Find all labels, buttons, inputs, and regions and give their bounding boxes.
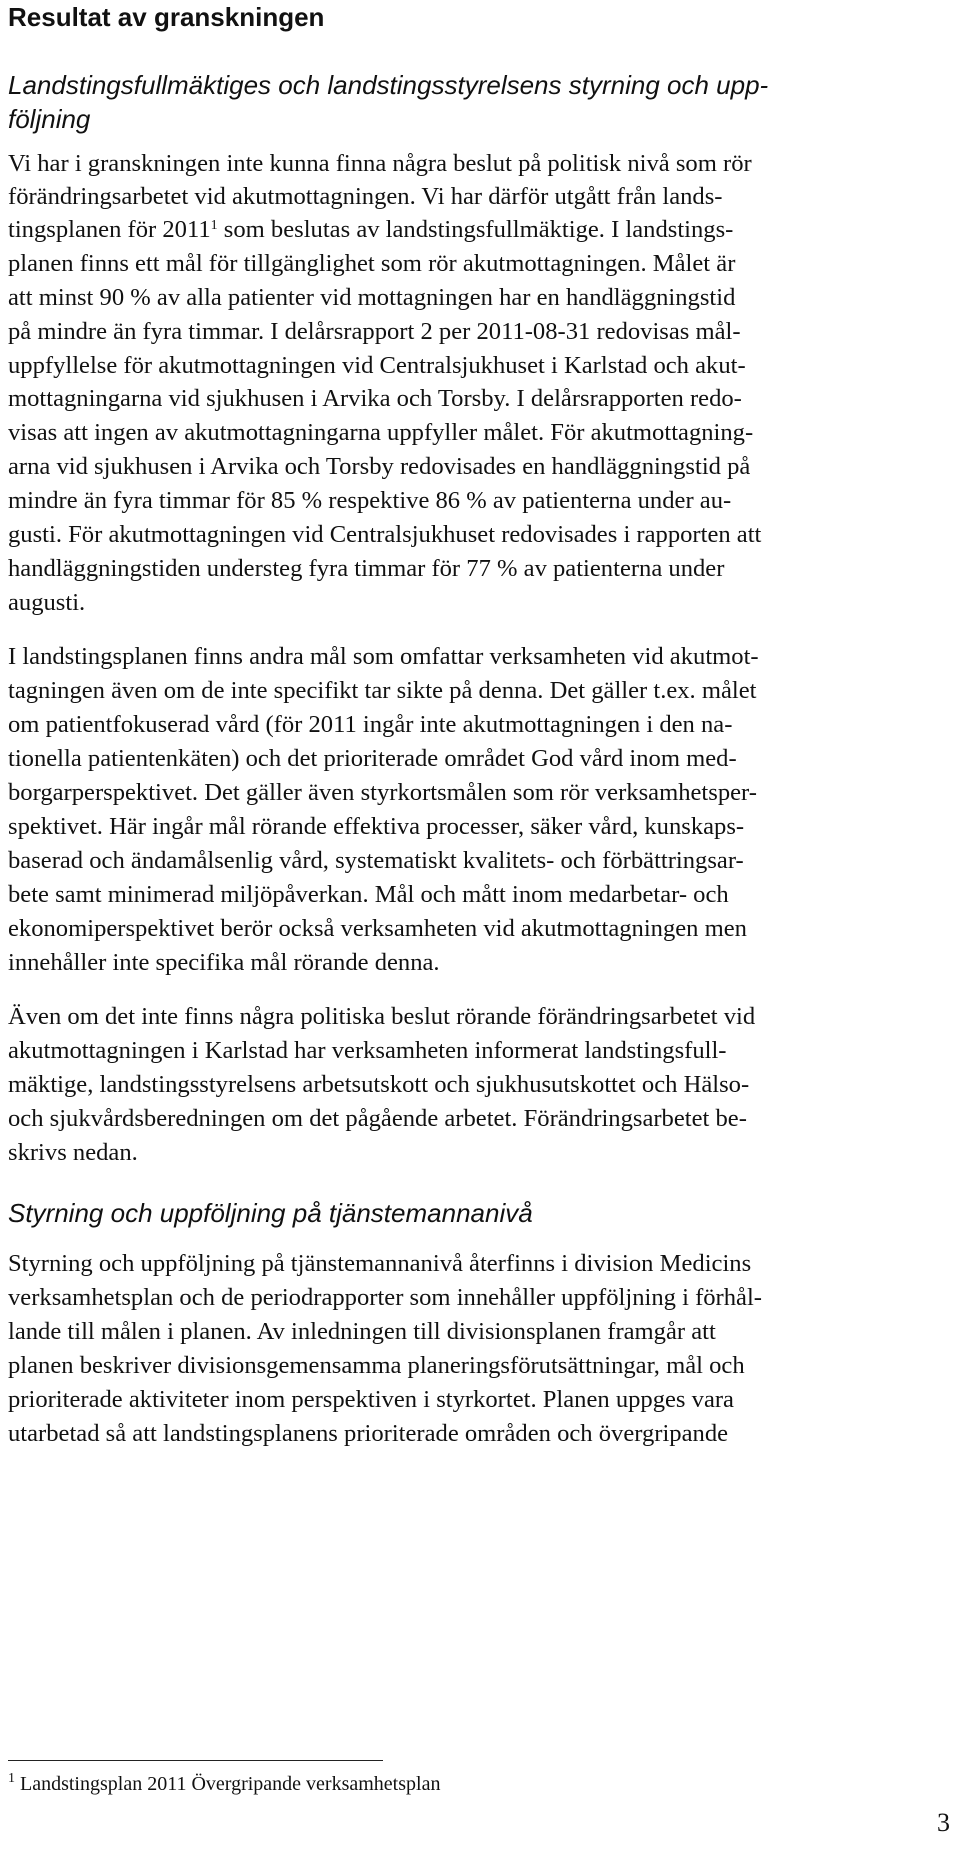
body-line: I landstingsplanen finns andra mål som omfattar verksamheten vid akutmot- xyxy=(8,643,759,670)
body-line: verksamhetsplan och de periodrapporter som innehåller uppföljning i förhål- xyxy=(8,1284,762,1311)
body-line: innehåller inte specifika mål rörande denna. xyxy=(8,949,440,976)
body-line: utarbetad så att landstingsplanens prioriterade områden och övergripande xyxy=(8,1420,729,1447)
body-line: mäktige, landstingsstyrelsens arbetsutskott och sjukhusutskottet och Hälso- xyxy=(8,1071,750,1098)
body-text: som beslutas av landstingsfullmäktige. I landstings- xyxy=(217,216,734,243)
body-line: Även om det inte finns några politiska beslut rörande förändringsarbetet vid xyxy=(8,1003,756,1030)
body-line: planen beskriver divisionsgemensamma planeringsförutsättningar, mål och xyxy=(8,1352,745,1379)
footnote-number: 1 xyxy=(8,1771,15,1786)
subsection-title-line: följning xyxy=(8,104,91,134)
subsection-title-line: Landstingsfullmäktiges och landstingsstyrelsens styrning och upp- xyxy=(8,70,769,100)
body-line: lande till målen i planen. Av inledningen till divisionsplanen framgår att xyxy=(8,1318,716,1345)
body-line: handläggningstiden understeg fyra timmar för 77 % av patienterna under xyxy=(8,555,725,582)
body-line: bete samt minimerad miljöpåverkan. Mål och mått inom medarbetar- och xyxy=(8,881,729,908)
footnote-text: Landstingsplan 2011 Övergripande verksamhetsplan xyxy=(15,1773,441,1795)
body-line: uppfyllelse för akutmottagningen vid Centralsjukhuset i Karlstad och akut- xyxy=(8,352,746,379)
body-line: på mindre än fyra timmar. I delårsrapport 2 per 2011-08-31 redovisas mål- xyxy=(8,318,741,345)
body-line xyxy=(8,212,938,248)
body-line: tionella patientenkäten) och det prioriterade området God vård inom med- xyxy=(8,745,737,772)
body-line: prioriterade aktiviteter inom perspektiven i styrkortet. Planen uppges vara xyxy=(8,1386,734,1413)
body-line: visas att ingen av akutmottagningarna uppfyller målet. För akutmottagning- xyxy=(8,419,754,446)
footnote xyxy=(8,1770,440,1798)
body-line: att minst 90 % av alla patienter vid mottagningen har en handläggningstid xyxy=(8,284,736,311)
body-text: tingsplanen för 2011 xyxy=(8,216,211,243)
body-line: mindre än fyra timmar för 85 % respektive 86 % av patienterna under au- xyxy=(8,487,732,514)
body-line: och sjukvårdsberedningen om det pågående arbetet. Förändringsarbetet be- xyxy=(8,1105,747,1132)
section-heading: Resultat av granskningen xyxy=(8,2,325,32)
body-line: spektivet. Här ingår mål rörande effektiva processer, säker vård, kunskaps- xyxy=(8,813,745,840)
body-line: augusti. xyxy=(8,589,86,616)
body-line: tagningen även om de inte specifikt tar sikte på denna. Det gäller t.ex. målet xyxy=(8,677,757,704)
body-line: om patientfokuserad vård (för 2011 ingår inte akutmottagningen i den na- xyxy=(8,711,733,738)
footnote-reference[interactable]: 1 xyxy=(210,218,218,233)
body-line: arna vid sjukhusen i Arvika och Torsby redovisades en handläggningstid på xyxy=(8,453,751,480)
body-line: mottagningarna vid sjukhusen i Arvika och Torsby. I delårsrapporten redo- xyxy=(8,385,742,412)
body-line: Vi har i granskningen inte kunna finna några beslut på politisk nivå som rör xyxy=(8,150,752,177)
body-line: akutmottagningen i Karlstad har verksamheten informerat landstingsfull- xyxy=(8,1037,727,1064)
body-line: skrivs nedan. xyxy=(8,1139,138,1166)
body-line: borgarperspektivet. Det gäller även styrkortsmålen som rör verksamhetsper- xyxy=(8,779,757,806)
body-line: förändringsarbetet vid akutmottagningen. Vi har därför utgått från lands- xyxy=(8,183,723,210)
body-line: planen finns ett mål för tillgänglighet som rör akutmottagningen. Målet är xyxy=(8,250,736,277)
body-line: ekonomiperspektivet berör också verksamheten vid akutmottagningen men xyxy=(8,915,747,942)
footnote-separator xyxy=(8,1760,383,1761)
body-line: gusti. För akutmottagningen vid Centralsjukhuset redovisades i rapporten att xyxy=(8,521,762,548)
subsection-title: Styrning och uppföljning på tjänstemannanivå xyxy=(8,1198,533,1228)
body-line: baserad och ändamålsenlig vård, systematiskt kvalitets- och förbättringsar- xyxy=(8,847,744,874)
body-line: Styrning och uppföljning på tjänstemannanivå återfinns i division Medicins xyxy=(8,1250,752,1277)
page-number: 3 xyxy=(937,1808,950,1837)
